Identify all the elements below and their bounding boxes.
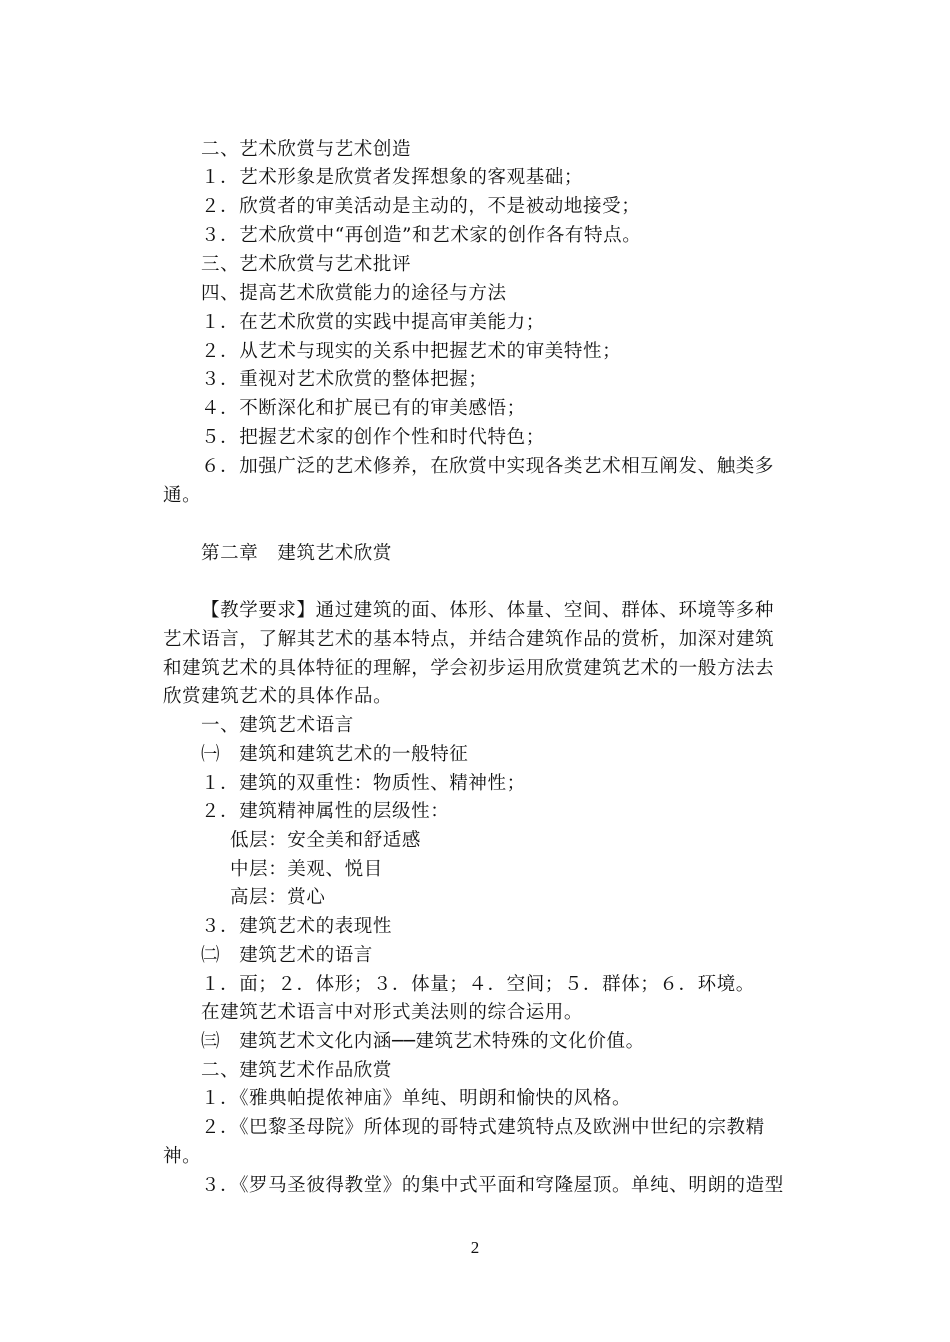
list-item: ３．建筑艺术的表现性 [201, 916, 393, 937]
list-item: ２．从艺术与现实的关系中把握艺术的审美特性； [201, 341, 622, 362]
list-item-continuation: 通。 [163, 485, 202, 506]
list-item: ３．艺术欣赏中“再创造”和艺术家的创作各有特点。 [201, 225, 642, 246]
list-item: １．在艺术欣赏的实践中提高审美能力； [201, 312, 545, 333]
requirements-paragraph: 和建筑艺术的具体特征的理解，学会初步运用欣赏建筑艺术的一般方法去 [163, 658, 775, 679]
list-item: ３．重视对艺术欣赏的整体把握； [201, 369, 488, 390]
requirements-paragraph: 艺术语言，了解其艺术的基本特点，并结合建筑作品的赏析，加深对建筑 [163, 629, 775, 650]
list-item: １．《雅典帕提侬神庙》单纯、明朗和愉快的风格。 [201, 1088, 632, 1109]
subsection-heading: ㈡ 建筑艺术的语言 [201, 945, 373, 966]
list-item: １．建筑的双重性：物质性、精神性； [201, 773, 526, 794]
list-item: ３．《罗马圣彼得教堂》的集中式平面和穹隆屋顶。单纯、明朗的造型 [201, 1175, 784, 1196]
page-number: 2 [470, 1238, 480, 1257]
indented-item: 中层：美观、悦目 [230, 859, 383, 880]
body-text: 在建筑艺术语言中对形式美法则的综合运用。 [201, 1002, 584, 1023]
list-item-continuation: 神。 [163, 1146, 202, 1167]
requirements-paragraph: 【教学要求】通过建筑的面、体形、体量、空间、群体、环境等多种 [201, 600, 775, 621]
list-item: １．艺术形象是欣赏者发挥想象的客观基础； [201, 167, 584, 188]
section-heading: 三、艺术欣赏与艺术批评 [201, 254, 412, 275]
requirements-paragraph: 欣赏建筑艺术的具体作品。 [163, 686, 393, 707]
subsection-heading: ㈠ 建筑和建筑艺术的一般特征 [201, 744, 469, 765]
indented-item: 低层：安全美和舒适感 [230, 830, 422, 851]
section-heading: 四、提高艺术欣赏能力的途径与方法 [201, 283, 507, 304]
list-item: ５．把握艺术家的创作个性和时代特色； [201, 427, 545, 448]
list-item: ２．欣赏者的审美活动是主动的，不是被动地接受； [201, 196, 641, 217]
section-heading: 二、建筑艺术作品欣赏 [201, 1060, 393, 1081]
list-item: ４．不断深化和扩展已有的审美感悟； [201, 398, 526, 419]
list-item: ２．建筑精神属性的层级性： [201, 801, 450, 822]
subsection-heading: ㈢ 建筑艺术文化内涵──建筑艺术特殊的文化价值。 [201, 1031, 645, 1052]
section-heading: 二、艺术欣赏与艺术创造 [201, 139, 412, 160]
indented-item: 高层：赏心 [230, 887, 326, 908]
list-item: ６．加强广泛的艺术修养，在欣赏中实现各类艺术相互阐发、触类多 [201, 456, 775, 477]
list-item: １．面；２．体形；３．体量；４．空间；５．群体；６．环境。 [201, 974, 755, 995]
list-item: ２．《巴黎圣母院》所体现的哥特式建筑特点及欧洲中世纪的宗教精 [201, 1117, 765, 1138]
section-heading: 一、建筑艺术语言 [201, 715, 354, 736]
chapter-title: 第二章 建筑艺术欣赏 [201, 543, 393, 564]
